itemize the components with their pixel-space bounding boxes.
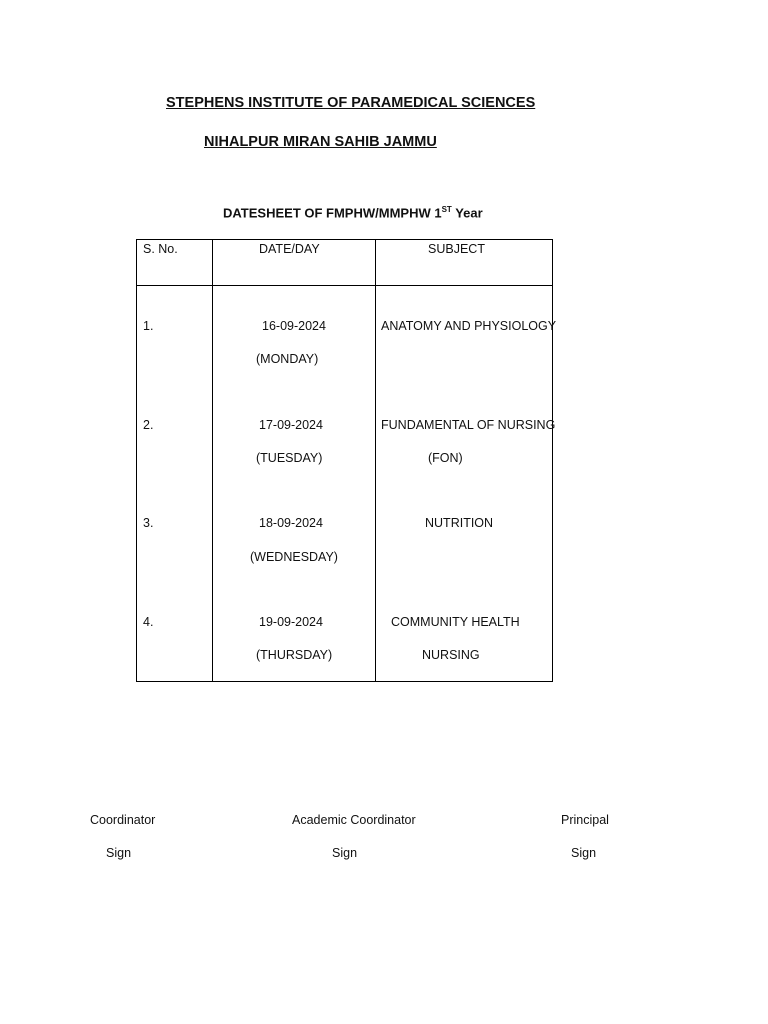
header-sno: S. No. (137, 240, 213, 286)
row-1-date: 16-09-2024 (262, 319, 326, 333)
header-subject: SUBJECT (376, 240, 553, 286)
row-2-date: 17-09-2024 (259, 418, 323, 432)
row-2-sno: 2. (143, 418, 154, 432)
row-2-subject-abbr: (FON) (428, 451, 463, 465)
row-4-sno: 4. (143, 615, 154, 629)
principal-sign: Sign (571, 846, 597, 860)
row-1-day: (MONDAY) (256, 352, 319, 366)
institute-location: NIHALPUR MIRAN SAHIB JAMMU (204, 134, 437, 150)
row-3-date: 18-09-2024 (259, 516, 323, 530)
row-4-date: 19-09-2024 (259, 615, 323, 629)
sno-column (137, 286, 213, 682)
coordinator-label: Coordinator (90, 813, 156, 827)
datesheet-title: DATESHEET OF FMPHW/MMPHW 1ST Year (223, 205, 483, 221)
academic-coordinator-label: Academic Coordinator (292, 813, 416, 827)
coordinator-sign: Sign (106, 846, 132, 860)
row-1-sno: 1. (143, 319, 154, 333)
table-body-row (137, 286, 553, 682)
row-3-subject: NUTRITION (425, 516, 494, 530)
row-4-subject: COMMUNITY HEALTH (391, 615, 520, 629)
row-3-day: (WEDNESDAY) (250, 550, 338, 564)
subject-column (376, 286, 557, 682)
row-2-subject: FUNDAMENTAL OF NURSING (381, 418, 556, 432)
row-3-sno: 3. (143, 516, 154, 530)
table-header-row (137, 240, 553, 286)
row-1-subject: ANATOMY AND PHYSIOLOGY (381, 319, 557, 333)
institute-name: STEPHENS INSTITUTE OF PARAMEDICAL SCIENCES (166, 95, 536, 111)
row-4-subject-line2: NURSING (422, 648, 480, 662)
header-date-day: DATE/DAY (213, 240, 376, 286)
row-2-day: (TUESDAY) (256, 451, 323, 465)
academic-coordinator-sign: Sign (332, 846, 358, 860)
datesheet-table (136, 239, 557, 682)
principal-label: Principal (561, 813, 609, 827)
row-4-day: (THURSDAY) (256, 648, 333, 662)
date-column (213, 286, 376, 682)
